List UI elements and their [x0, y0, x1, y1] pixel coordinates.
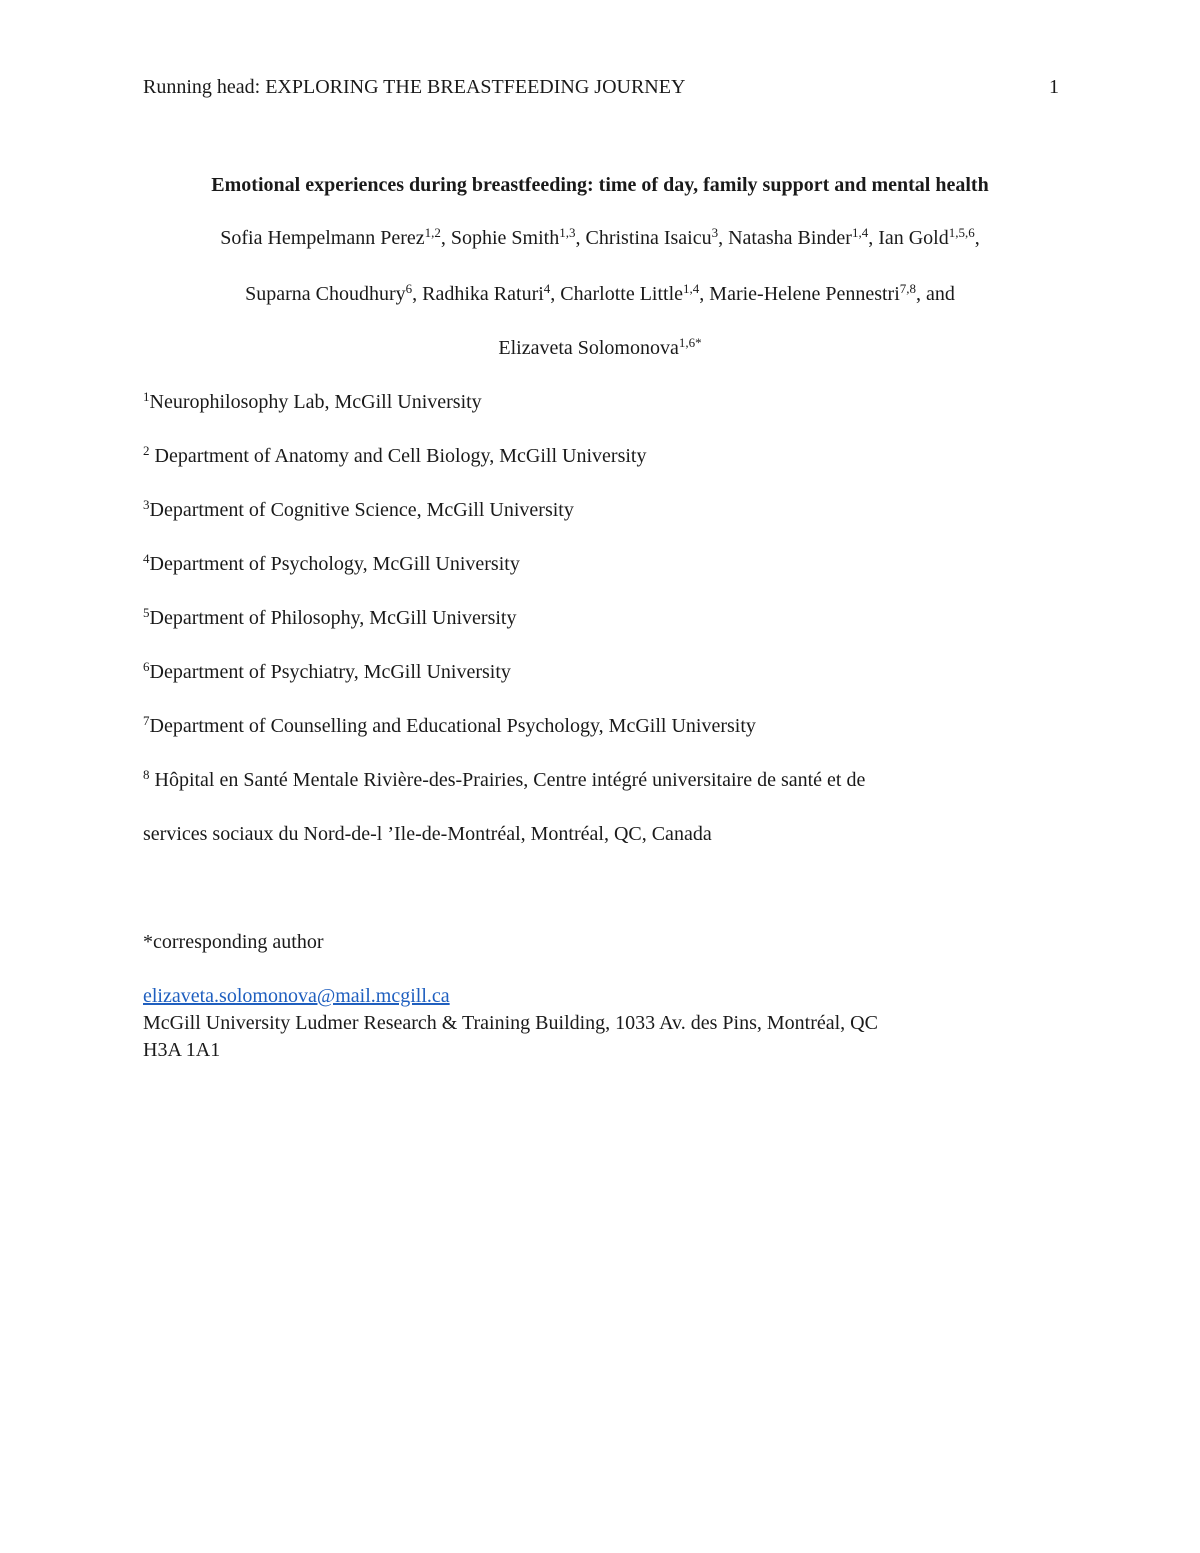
affiliation-8-continued: services sociaux du Nord-de-l ’Ile-de-Montréal, Montréal, QC, Canada: [143, 823, 712, 845]
author-name: Charlotte Little: [560, 283, 684, 305]
affiliation-number: 4: [143, 551, 150, 566]
author-affiliation-marker: 4: [543, 281, 551, 296]
author-affiliation-marker: 3: [711, 225, 719, 240]
corresponding-author-label: *corresponding author: [143, 931, 324, 953]
affiliation-2: [143, 443, 646, 469]
affiliation-1: [143, 389, 482, 415]
affiliation-text: Department of Counselling and Educational Psychology, McGill University: [149, 715, 756, 737]
author-separator: , and: [916, 283, 955, 305]
author-separator: ,: [868, 227, 879, 249]
author-separator: ,: [575, 227, 586, 249]
affiliation-3: [143, 497, 574, 523]
author-line-1: [100, 225, 1100, 251]
address-line-1: McGill University Ludmer Research & Training Building, 1033 Av. des Pins, Montréal, QC: [143, 1012, 878, 1034]
author-separator: ,: [550, 283, 561, 305]
author-name: Ian Gold: [878, 227, 949, 249]
affiliation-number: 2: [143, 443, 150, 458]
author-line-3: [100, 335, 1100, 361]
affiliation-text: Department of Cognitive Science, McGill University: [149, 499, 574, 521]
affiliation-6: [143, 659, 511, 685]
affiliation-number: 5: [143, 605, 150, 620]
author-line-2: [100, 281, 1100, 307]
affiliation-number: 6: [143, 659, 150, 674]
author-name: Natasha Binder: [728, 227, 852, 249]
author-affiliation-marker: 6: [405, 281, 413, 296]
corresponding-email-row: [143, 983, 450, 1009]
affiliation-number: 7: [143, 713, 150, 728]
author-affiliation-marker: 1,6*: [678, 335, 702, 350]
affiliation-text: Department of Anatomy and Cell Biology, McGill University: [149, 445, 647, 467]
author-name: Radhika Raturi: [422, 283, 544, 305]
author-affiliation-marker: 1,4: [851, 225, 869, 240]
address-line-2: H3A 1A1: [143, 1039, 221, 1061]
author-separator: ,: [718, 227, 729, 249]
affiliation-5: [143, 605, 517, 631]
affiliation-7: [143, 713, 756, 739]
author-name: Sophie Smith: [450, 227, 560, 249]
affiliation-text: Neurophilosophy Lab, McGill University: [149, 391, 482, 413]
email-link[interactable]: elizaveta.solomonova@mail.mcgill.ca: [143, 985, 450, 1007]
author-affiliation-marker: 1,5,6: [948, 225, 975, 240]
author-name: Marie-Helene Pennestri: [709, 283, 900, 305]
affiliation-text: Department of Psychology, McGill University: [149, 553, 520, 575]
affiliation-4: [143, 551, 520, 577]
paper-title: Emotional experiences during breastfeeding: time of day, family support and mental health: [211, 174, 989, 196]
author-separator: ,: [412, 283, 423, 305]
author-name: Christina Isaicu: [585, 227, 712, 249]
author-affiliation-marker: 1,3: [559, 225, 576, 240]
affiliation-text: Hôpital en Santé Mentale Rivière-des-Prairies, Centre intégré universitaire de santé et de: [149, 769, 866, 791]
affiliation-8: [143, 767, 865, 793]
author-separator: ,: [440, 227, 451, 249]
author-separator: ,: [974, 227, 980, 249]
author-affiliation-marker: 7,8: [899, 281, 917, 296]
affiliation-number: 8: [143, 767, 150, 782]
affiliation-number: 3: [143, 497, 150, 512]
affiliation-number: 1: [143, 389, 150, 404]
author-name: Sofia Hempelmann Perez: [220, 227, 425, 249]
author-name: Suparna Choudhury: [245, 283, 406, 305]
author-separator: ,: [699, 283, 710, 305]
affiliation-text: Department of Psychiatry, McGill University: [149, 661, 511, 683]
author-name: Elizaveta Solomonova: [498, 337, 679, 359]
running-head: Running head: EXPLORING THE BREASTFEEDING JOURNEY: [143, 76, 686, 98]
affiliation-text: Department of Philosophy, McGill University: [149, 607, 517, 629]
author-affiliation-marker: 1,2: [424, 225, 441, 240]
page-number: 1: [1049, 76, 1059, 98]
author-affiliation-marker: 1,4: [683, 281, 700, 296]
